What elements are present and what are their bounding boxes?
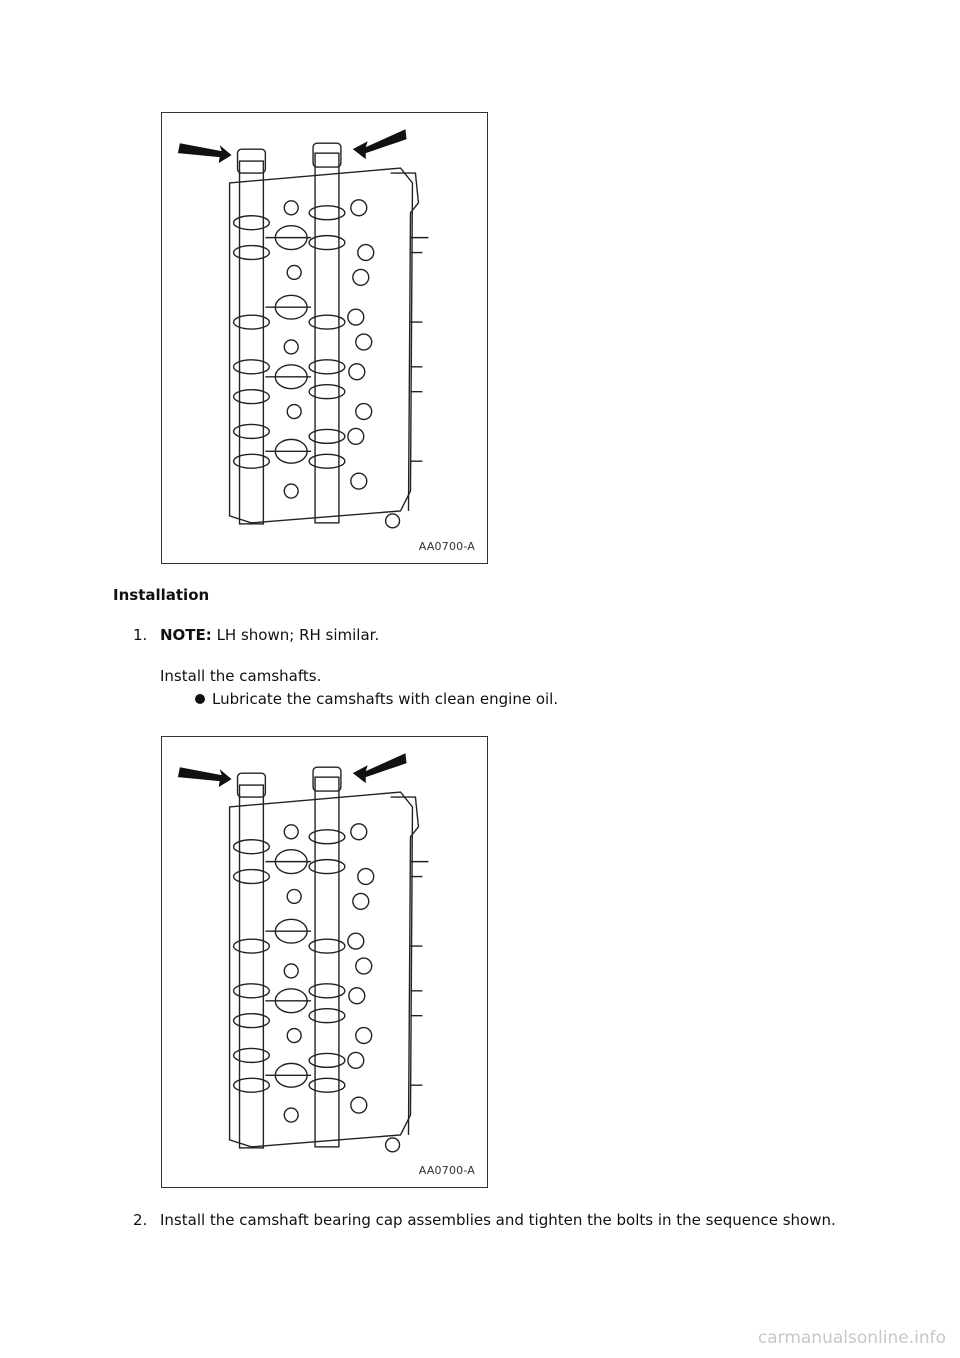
watermark: carmanualsonline.info <box>757 1328 946 1348</box>
bullet-icon <box>195 694 205 704</box>
note-label: NOTE: <box>160 626 212 644</box>
step-1-bullet-1: Lubricate the camshafts with clean engine oil. <box>212 690 559 708</box>
step-2-number: 2. <box>133 1211 148 1229</box>
step-2-instruction: Install the camshaft bearing cap assemblies and tighten the bolts in the sequence shown. <box>160 1211 836 1229</box>
camshaft-diagram-figure-1 <box>161 112 488 564</box>
section-heading-installation: Installation <box>113 586 210 604</box>
cylinder-head-illustration <box>162 113 487 563</box>
note-text: LH shown; RH similar. <box>216 626 380 644</box>
figure-code: AA0700-A <box>418 540 475 553</box>
step-1-note <box>160 626 379 644</box>
figure-code: AA0700-A <box>418 1164 475 1177</box>
step-1-instruction: Install the camshafts. <box>160 667 322 685</box>
cylinder-head-illustration <box>162 737 487 1187</box>
step-1-number: 1. <box>133 626 148 644</box>
camshaft-diagram-figure-2 <box>161 736 488 1188</box>
